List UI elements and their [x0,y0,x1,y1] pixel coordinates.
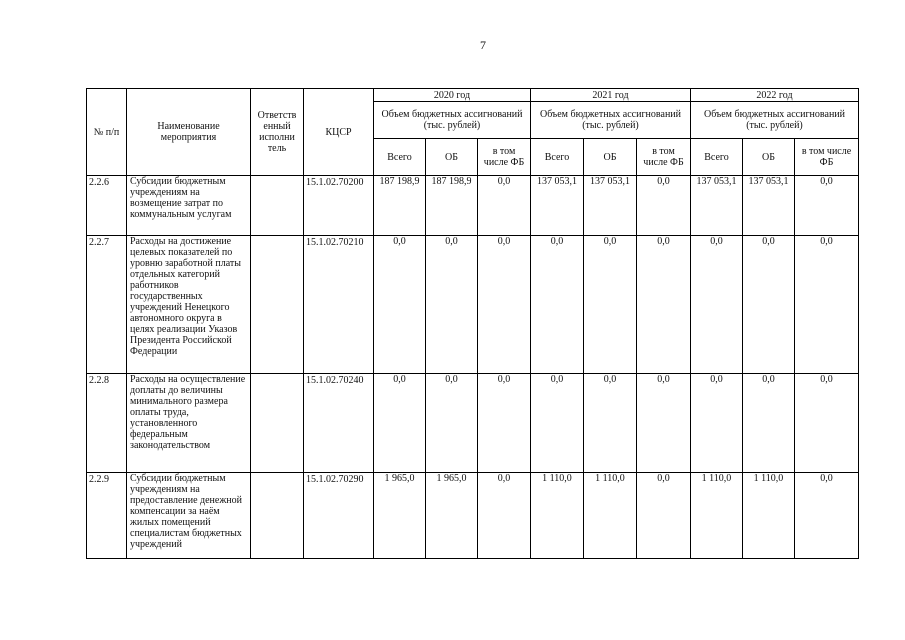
header-ob-2021: ОБ [584,139,637,176]
cell-2021-fb: 0,0 [637,236,691,374]
header-ob-2020: ОБ [426,139,478,176]
header-row-years [87,89,859,102]
cell-2020-total: 0,0 [374,236,426,374]
cell-2021-total: 1 110,0 [531,473,584,559]
cell-2020-ob: 0,0 [426,374,478,473]
row-name: Субсидии бюджетным учреждениям на предоставление денежной компенсации за наём жилых помещений специалистам бюджетных учреждений [127,473,251,559]
row-num: 2.2.7 [87,236,127,374]
header-num: № п/п [87,89,127,176]
cell-2022-fb: 0,0 [795,374,859,473]
cell-2020-total: 187 198,9 [374,176,426,236]
cell-2020-total: 0,0 [374,374,426,473]
row-responsible [251,374,304,473]
cell-2021-fb: 0,0 [637,473,691,559]
row-responsible [251,473,304,559]
cell-2022-ob: 0,0 [743,236,795,374]
header-year-2020: 2020 год [374,89,531,102]
cell-2021-ob: 137 053,1 [584,176,637,236]
cell-2020-ob: 1 965,0 [426,473,478,559]
row-num: 2.2.8 [87,374,127,473]
row-name: Расходы на осуществление доплаты до величины минимального размера оплаты труда, установленного федеральным законодательством [127,374,251,473]
header-volume-2021: Объем бюджетных ассигнований (тыс. рублей) [531,102,691,139]
cell-2020-fb: 0,0 [478,374,531,473]
cell-2022-total: 1 110,0 [691,473,743,559]
cell-2021-ob: 1 110,0 [584,473,637,559]
header-year-2022: 2022 год [691,89,859,102]
cell-2022-total: 137 053,1 [691,176,743,236]
cell-2020-ob: 0,0 [426,236,478,374]
row-kcsr: 15.1.02.70290 [304,473,374,559]
cell-2021-ob: 0,0 [584,374,637,473]
row-name: Субсидии бюджетным учреждениям на возмещение затрат по коммунальным услугам [127,176,251,236]
header-fb-2022: в том числе ФБ [795,139,859,176]
cell-2022-total: 0,0 [691,236,743,374]
row-num: 2.2.9 [87,473,127,559]
cell-2020-total: 1 965,0 [374,473,426,559]
cell-2020-fb: 0,0 [478,473,531,559]
row-num: 2.2.6 [87,176,127,236]
header-total-2022: Всего [691,139,743,176]
header-name: Наименование мероприятия [127,89,251,176]
row-responsible [251,176,304,236]
cell-2022-ob: 1 110,0 [743,473,795,559]
cell-2022-fb: 0,0 [795,236,859,374]
cell-2021-total: 0,0 [531,236,584,374]
cell-2020-ob: 187 198,9 [426,176,478,236]
row-kcsr: 15.1.02.70210 [304,236,374,374]
cell-2022-ob: 0,0 [743,374,795,473]
header-volume-2020: Объем бюджетных ассигнований (тыс. рублей) [374,102,531,139]
cell-2020-fb: 0,0 [478,236,531,374]
cell-2020-fb: 0,0 [478,176,531,236]
cell-2022-fb: 0,0 [795,473,859,559]
header-ob-2022: ОБ [743,139,795,176]
header-total-2021: Всего [531,139,584,176]
table-row [87,176,859,236]
row-responsible [251,236,304,374]
header-fb-2021: в том числе ФБ [637,139,691,176]
row-kcsr: 15.1.02.70200 [304,176,374,236]
header-kcsr: КЦСР [304,89,374,176]
header-year-2021: 2021 год [531,89,691,102]
cell-2021-total: 0,0 [531,374,584,473]
cell-2022-ob: 137 053,1 [743,176,795,236]
row-name: Расходы на достижение целевых показателей по уровню заработной платы отдельных категорий работников государственных учреждений Ненецкого автономного округа в целях реализации Указов Президента Российской Федерации [127,236,251,374]
table-row [87,374,859,473]
table-row [87,473,859,559]
cell-2022-total: 0,0 [691,374,743,473]
cell-2021-total: 137 053,1 [531,176,584,236]
table-row [87,236,859,374]
cell-2021-ob: 0,0 [584,236,637,374]
page-number: 7 [480,38,486,52]
cell-2021-fb: 0,0 [637,176,691,236]
budget-table [86,88,859,559]
header-fb-2020: в том числе ФБ [478,139,531,176]
cell-2022-fb: 0,0 [795,176,859,236]
header-responsible: Ответств енный исполни тель [251,89,304,176]
header-volume-2022: Объем бюджетных ассигнований (тыс. рублей) [691,102,859,139]
header-total-2020: Всего [374,139,426,176]
cell-2021-fb: 0,0 [637,374,691,473]
row-kcsr: 15.1.02.70240 [304,374,374,473]
